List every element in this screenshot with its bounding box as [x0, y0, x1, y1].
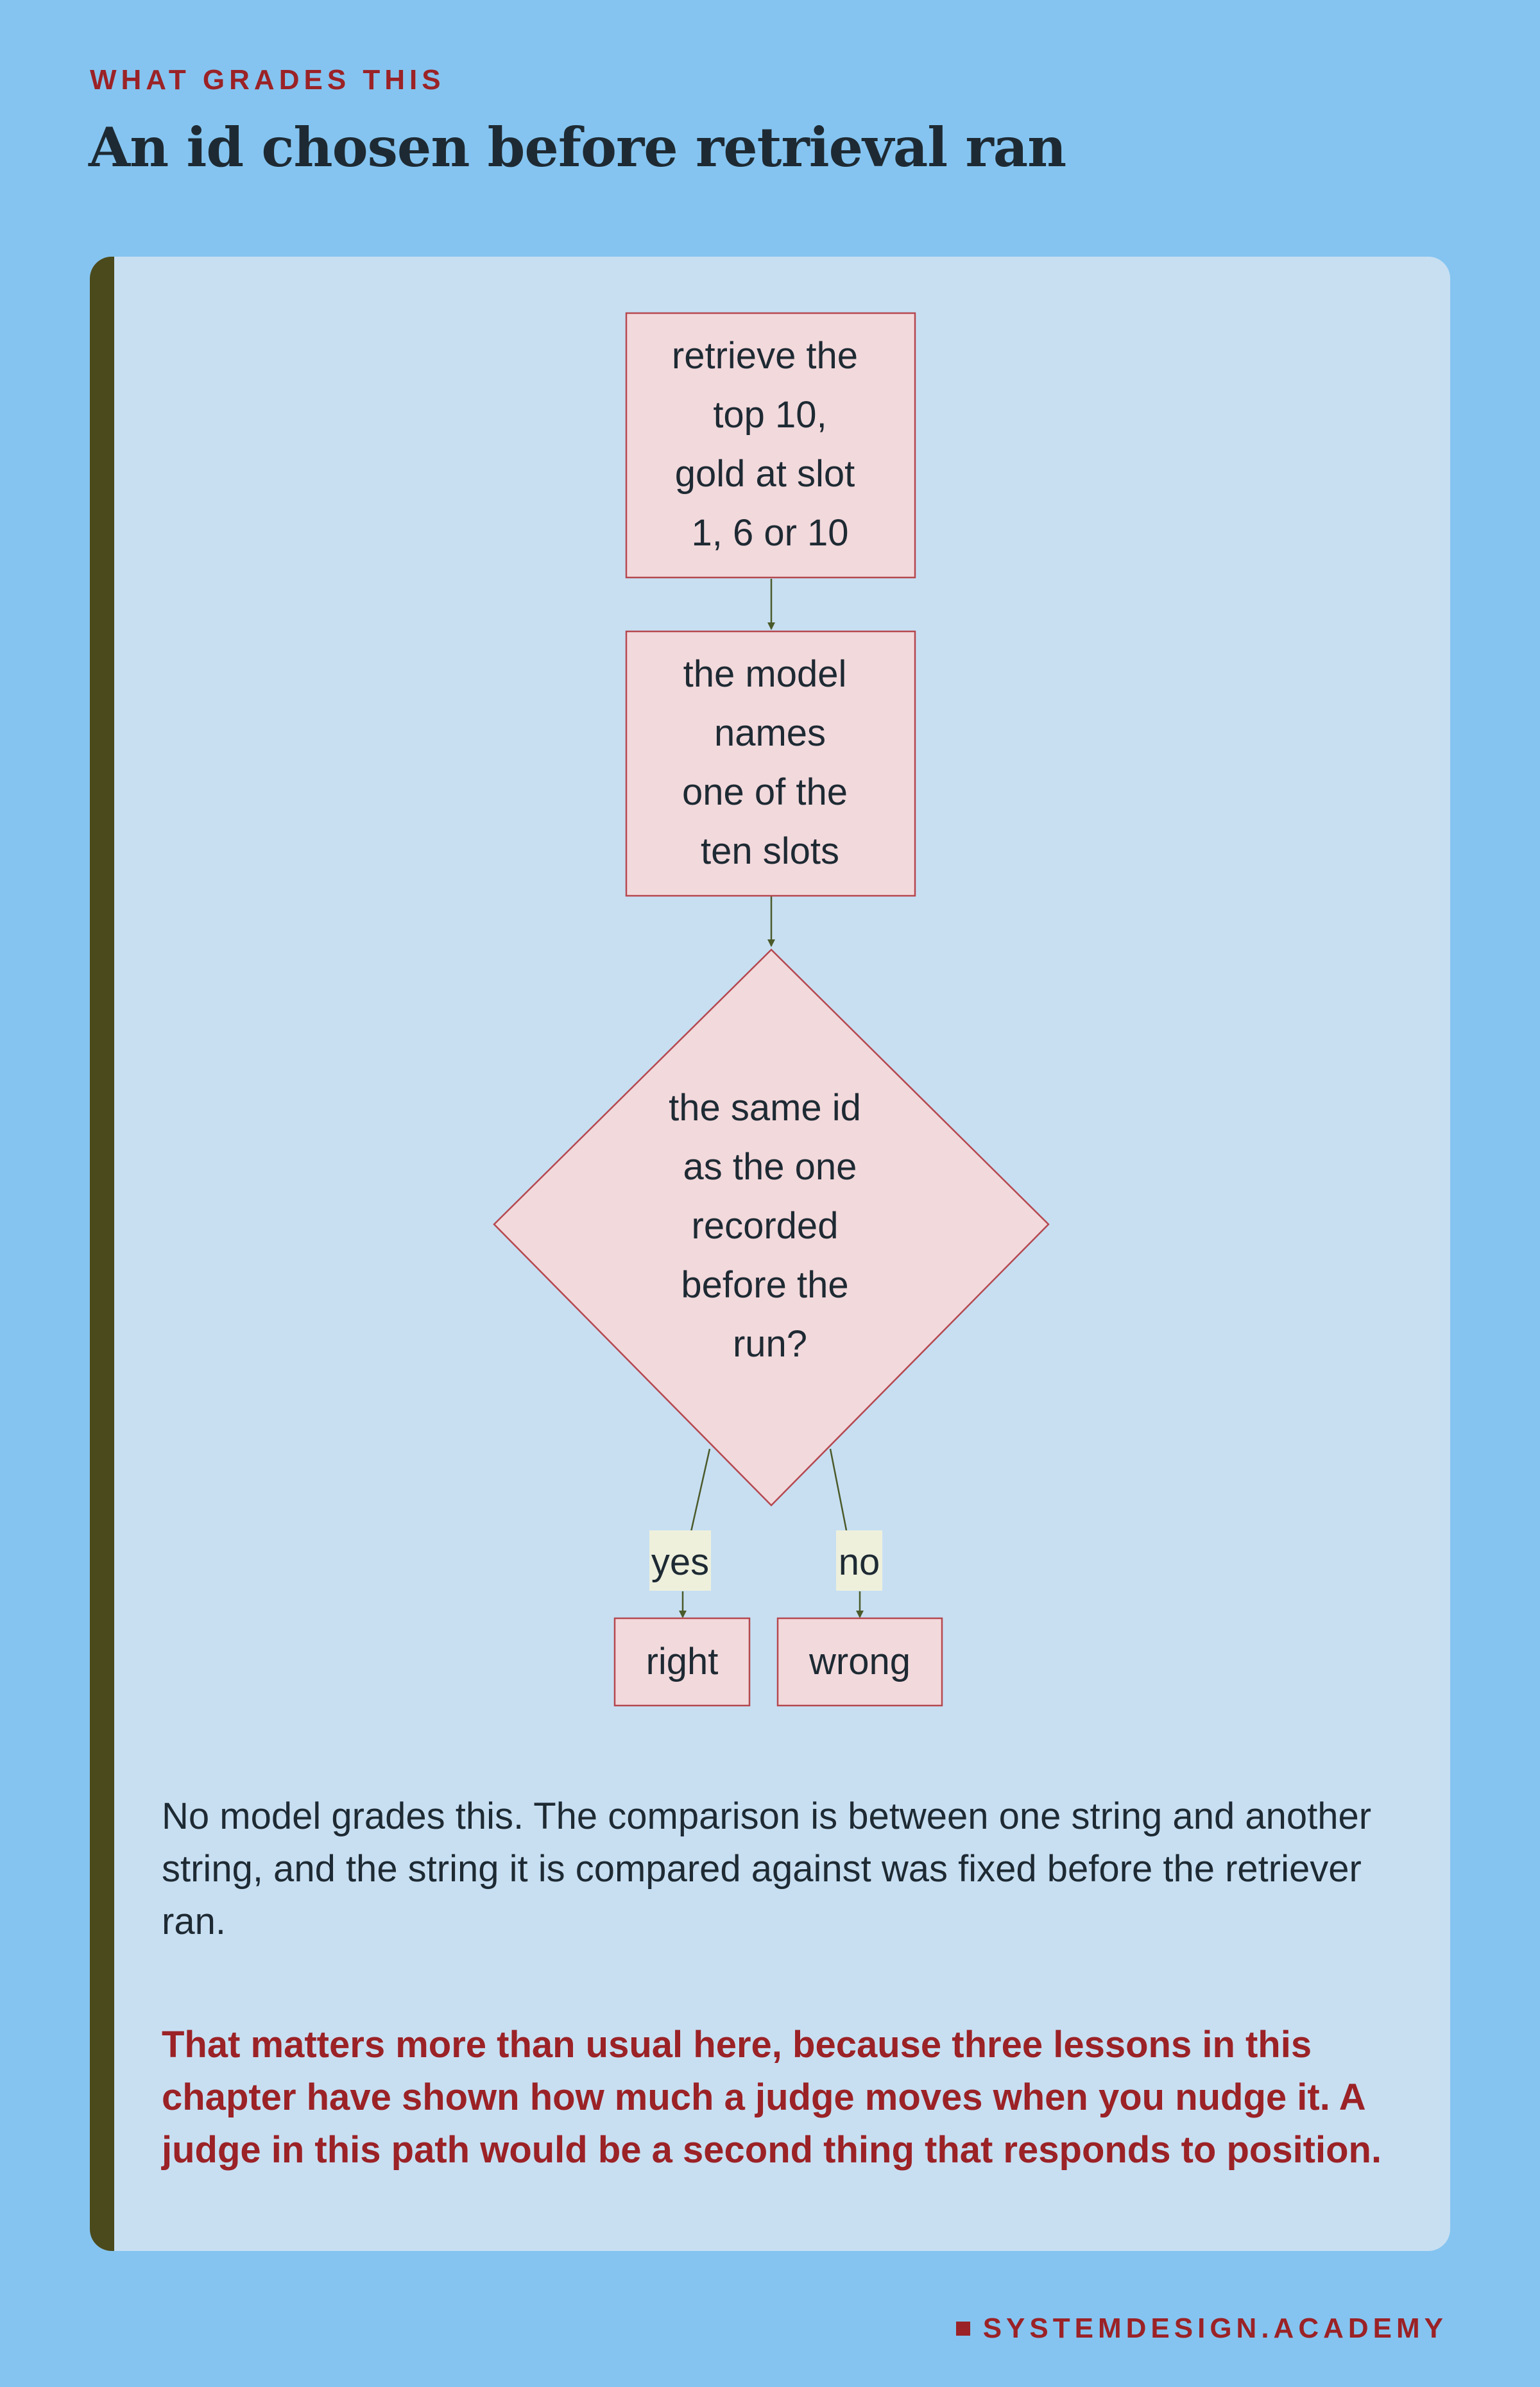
- node-retrieve-line-3: gold at slot: [674, 453, 855, 495]
- flowchart: [90, 257, 1450, 1745]
- node-names-line-2: names: [714, 712, 826, 754]
- node-names-line-1: the model: [683, 653, 847, 695]
- explanation-paragraph: No model grades this. The comparison is between one string and another string, and the string it is compared against was fixed before the retriever ran.: [162, 1795, 1372, 1942]
- node-retrieve: [626, 313, 915, 578]
- node-check-line-4: before the: [681, 1264, 849, 1306]
- content-card: [90, 257, 1450, 2251]
- node-names: [626, 631, 915, 896]
- node-retrieve-line-1: retrieve the: [671, 335, 859, 377]
- eyebrow-label: WHAT GRADES THIS: [90, 64, 445, 96]
- node-right-label: right: [646, 1641, 719, 1682]
- node-wrong-label: wrong: [809, 1641, 911, 1682]
- emphasis-paragraph: That matters more than usual here, because three lessons in this chapter have shown how much a judge moves when you nudge it. A judge in this path would be a second thing that responds to position.: [162, 2024, 1382, 2171]
- node-names-line-4: ten slots: [701, 830, 839, 872]
- node-check-line-5: run?: [732, 1323, 808, 1365]
- node-names-line-3: one of the: [682, 771, 848, 813]
- brand-square-icon: [956, 2322, 970, 2336]
- node-check: [494, 950, 1048, 1505]
- node-retrieve-line-4: 1, 6 or 10: [691, 512, 849, 554]
- node-right: [615, 1618, 749, 1706]
- brand-name: SYSTEMDESIGN.ACADEMY: [982, 2313, 1448, 2344]
- node-check-line-2: as the one: [683, 1146, 857, 1188]
- node-check-line-3: recorded: [691, 1205, 839, 1247]
- node-retrieve-line-2: top 10,: [713, 394, 827, 436]
- edge-label-yes: yes: [651, 1541, 710, 1583]
- edge-label-no: no: [838, 1541, 880, 1583]
- footer-brand: [956, 2313, 1448, 2345]
- page-title: An id chosen before retrieval ran: [89, 116, 1066, 179]
- node-wrong: [778, 1618, 942, 1706]
- node-check-line-1: the same id: [669, 1087, 861, 1129]
